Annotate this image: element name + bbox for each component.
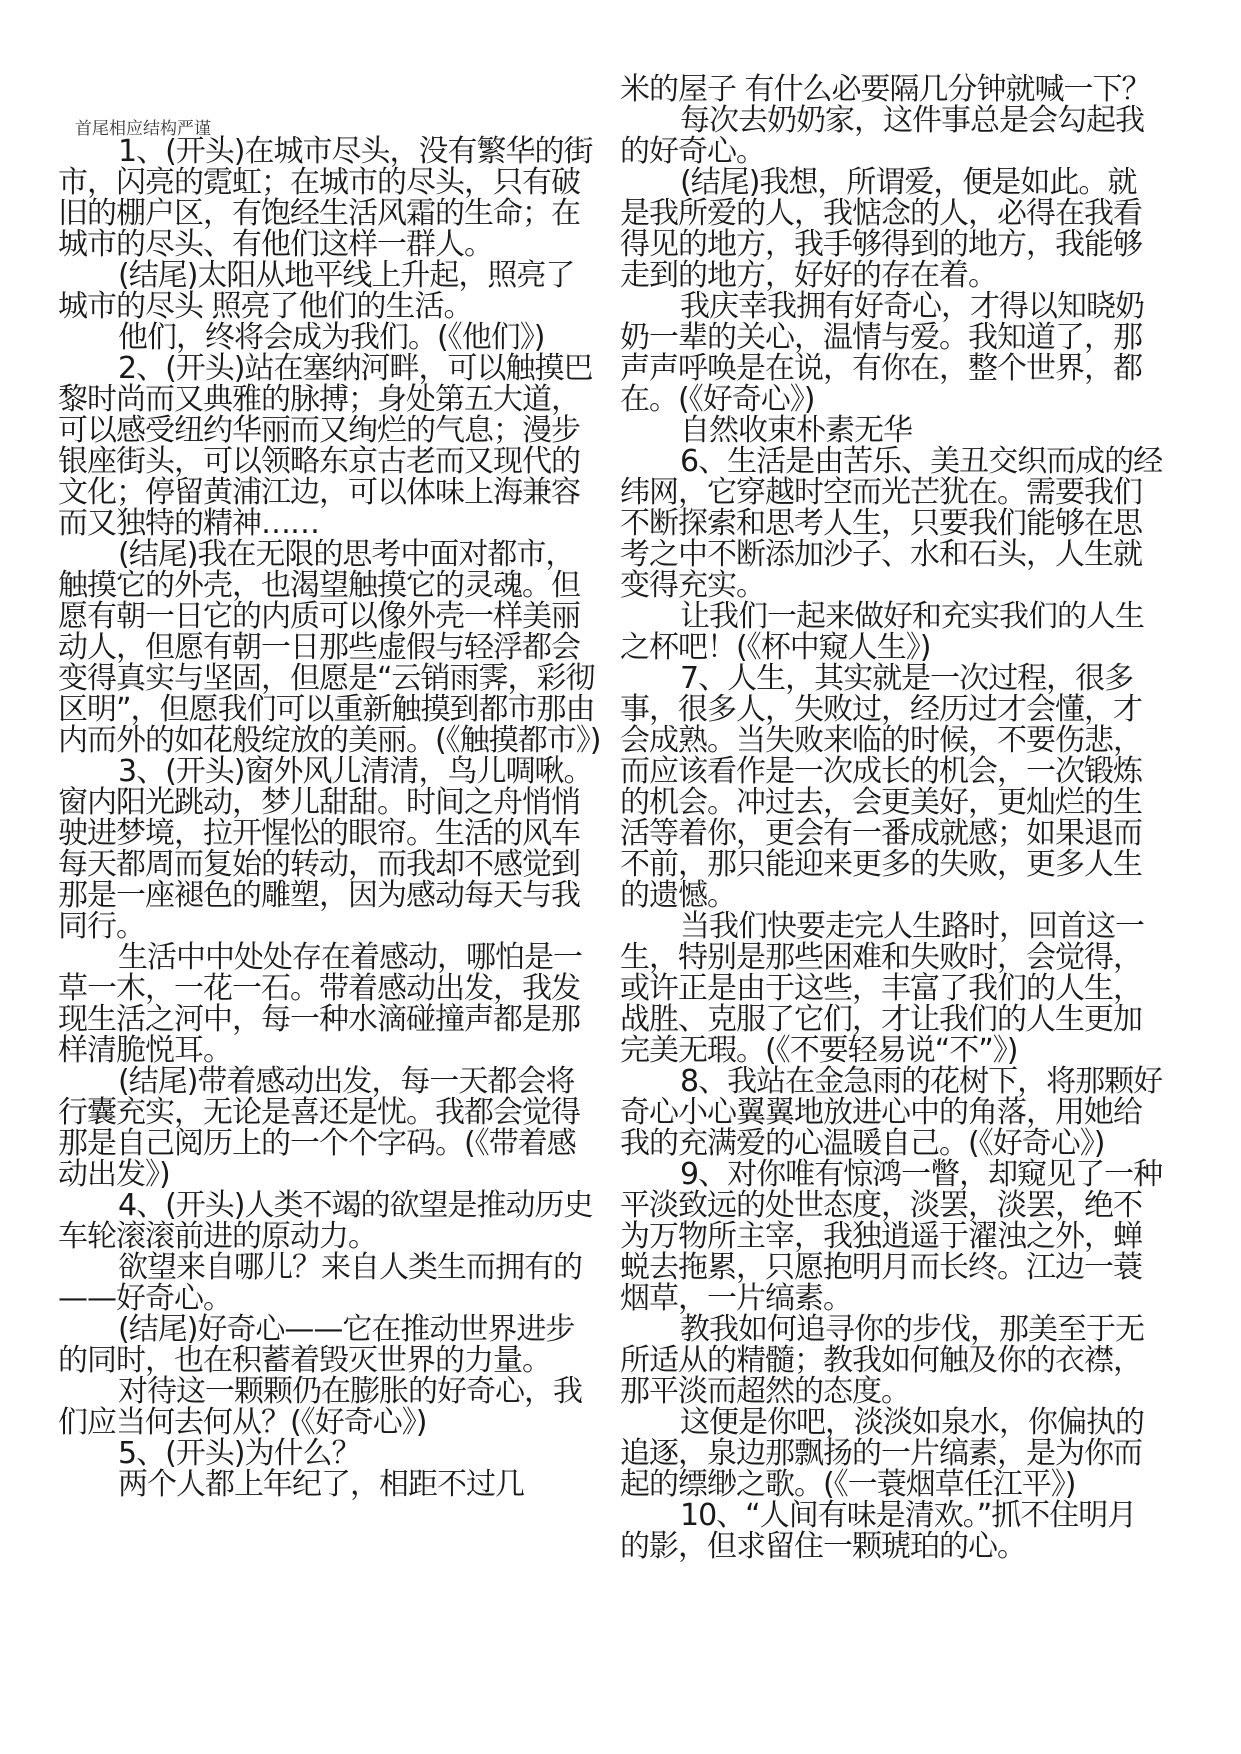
paragraph: (结尾)好奇心——它在推动世界进步的同时，也在积蓄着毁灭世界的力量。: [58, 1312, 575, 1378]
page-header: 首尾相应结构严谨: [75, 119, 211, 139]
paragraph: 欲望来自哪儿？来自人类生而拥有的——好奇心。: [58, 1250, 582, 1316]
paragraph: 5、(开头)为什么？: [118, 1436, 361, 1471]
paragraph: 4、(开头)人类不竭的欲望是推动历史车轮滚滚前进的原动力。: [58, 1188, 593, 1254]
paragraph: 让我们一起来做好和充实我们的人生之杯吧！(《杯中窥人生》): [620, 599, 1144, 665]
paragraph: 7、人生，其实就是一次过程，很多事，很多人，失败过，经历过才会懂，才会成熟。当失败来临的时候，不要伤悲，而应该看作是一次成长的机会，一次锻炼的机会。冲过去，会更美好，更灿烂的生活等着你，更会有一番成就感；如果退而不前，那只能迎来更多的失败，更多人生的遗憾。: [620, 661, 1142, 913]
paragraph: 6、生活是由苦乐、美丑交织而成的经纬网，它穿越时空而光芒犹在。需要我们不断探索和思考人生，只要我们能够在思考之中不断添加沙子、水和石头，人生就变得充实。: [620, 444, 1163, 603]
paragraph: 两个人都上年纪了，相距不过几: [118, 1467, 524, 1502]
paragraph: 8、我站在金急雨的花树下，将那颗好奇心小心翼翼地放进心中的角落，用她给我的充满爱的心温暖自己。(《好奇心》): [620, 1064, 1163, 1161]
paragraph-continued: 米的屋子 有什么必要隔几分钟就喊一下？: [620, 72, 1151, 107]
paragraph: (结尾)带着感动出发，每一天都会将行囊充实，无论是喜还是忧。我都会觉得那是自己阅历上的一个个字码。(《带着感动出发》): [58, 1064, 580, 1192]
paragraph: (结尾)我在无限的思考中面对都市，触摸它的外壳，也渴望触摸它的灵魂。但愿有朝一日它的内质可以像外壳一样美丽动人，但愿有朝一日那些虚假与轻浮都会变得真实与坚固，但愿是“云销雨霁，彩彻区明”，但愿我们可以重新触摸到都市那由内而外的如花般绽放的美丽。(《触摸都市》): [58, 537, 601, 758]
paragraph: 这便是你吧，淡淡如泉水，你偏执的追逐，泉边那飘扬的一片缟素，是为你而起的缥缈之歌。(《一蓑烟草任江平》): [620, 1405, 1144, 1502]
paragraph: 他们，终将会成为我们。(《他们》): [118, 320, 545, 355]
paragraph: 当我们快要走完人生路时，回首这一生，特别是那些困难和失败时，会觉得，或许正是由于这些，丰富了我们的人生，战胜、克服了它们，才让我们的人生更加完美无瑕。(《不要轻易说“不”》): [620, 909, 1144, 1068]
paragraph: 1、(开头)在城市尽头，没有繁华的街市，闪亮的霓虹；在城市的尽头，只有破旧的棚户区，有饱经生活风霜的生命；在城市的尽头、有他们这样一群人。: [58, 134, 593, 262]
paragraph: 对待这一颗颗仍在膨胀的好奇心，我们应当何去何从？(《好奇心》): [58, 1374, 582, 1440]
paragraph: 9、对你唯有惊鸿一瞥，却窥见了一种平淡致远的处世态度，淡罢，淡罢，绝不为万物所主宰，我独逍遥于濯浊之外，蝉蜕去拖累，只愿抱明月而长终。江边一蓑烟草，一片缟素。: [620, 1157, 1163, 1316]
paragraph: (结尾)我想，所谓爱，便是如此。就是我所爱的人，我惦念的人，必得在我看得见的地方，我手够得到的地方，我能够走到的地方，好好的存在着。: [620, 165, 1142, 293]
paragraph: 10、“人间有味是清欢。”抓不住明月的影，但求留住一颗琥珀的心。: [620, 1498, 1137, 1564]
paragraph: 生活中中处处存在着感动，哪怕是一草一木，一花一石。带着感动出发，我发现生活之河中，每一种水滴碰撞声都是那样清脆悦耳。: [58, 940, 582, 1068]
paragraph: 2、(开头)站在塞纳河畔，可以触摸巴黎时尚而又典雅的脉搏；身处第五大道，可以感受纽约华丽而又绚烂的气息；漫步银座街头，可以领略东京古老而又现代的文化；停留黄浦江边，可以体味上海兼容而又独特的精神……: [58, 351, 593, 541]
paragraph: 每次去奶奶家，这件事总是会勾起我的好奇心。: [620, 103, 1144, 169]
paragraph: 教我如何追寻你的步伐，那美至于无所适从的精髓；教我如何触及你的衣襟，那平淡而超然的态度。: [620, 1312, 1144, 1409]
paragraph: 3、(开头)窗外风儿清清，鸟儿啁啾。窗内阳光跳动，梦儿甜甜。时间之舟悄悄驶进梦境，拉开惺忪的眼帘。生活的风车每天都周而复始的转动，而我却不感觉到那是一座褪色的雕塑，因为感动每天与我同行。: [58, 754, 593, 944]
left-column: [58, 136, 603, 1500]
right-column: [620, 74, 1165, 1562]
paragraph: 我庆幸我拥有好奇心，才得以知晓奶奶一辈的关心，温情与爱。我知道了，那声声呼唤是在说，有你在，整个世界，都在。(《好奇心》): [620, 289, 1144, 417]
paragraph: (结尾)太阳从地平线上升起，照亮了城市的尽头 照亮了他们的生活。: [58, 258, 575, 324]
section-heading: 自然收束朴素无华: [680, 413, 912, 448]
